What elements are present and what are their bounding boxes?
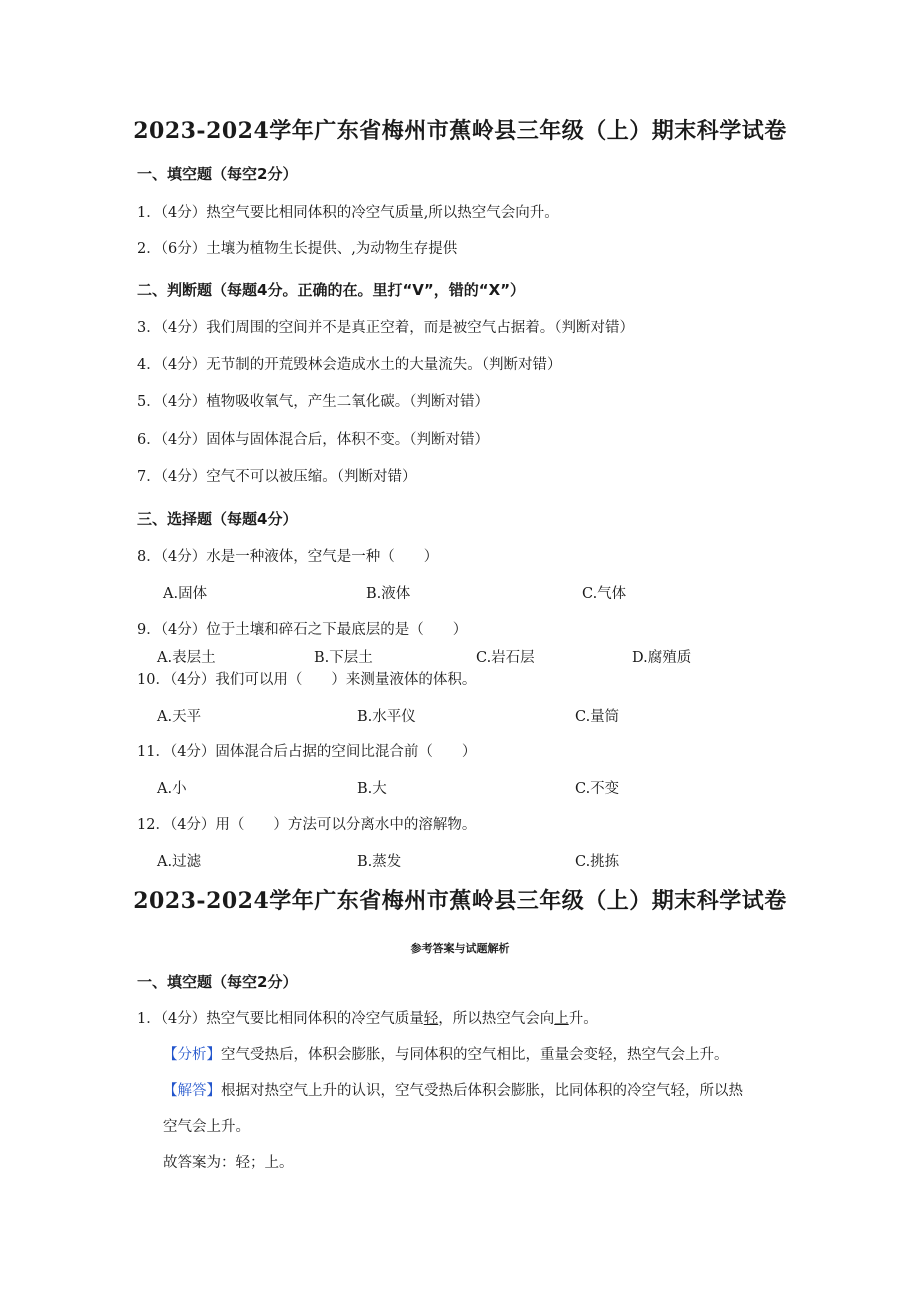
answer-q1-mid: ，所以热空气会向 [438,1011,555,1027]
q10-option-b: B.水平仪 [357,709,416,725]
answer-q1-blank-2: 上 [554,1011,569,1027]
analysis-text: 空气受热后，体积会膨胀，与同体积的空气相比，重量会变轻，热空气会上升。 [221,1047,729,1063]
question-6: 6．（4分）固体与固体混合后，体积不变。（判断对错） [137,432,489,448]
analysis-tag: 【分析】 [163,1047,221,1063]
question-9: 9．（4分）位于土壤和碎石之下最底层的是（ ） [137,622,468,638]
answer-key-subtitle: 参考答案与试题解析 [410,942,510,955]
question-7: 7．（4分）空气不可以被压缩。（判断对错） [137,469,417,485]
analysis-line [163,1043,729,1064]
final-answer: 故答案为：轻；上。 [163,1155,294,1171]
question-12: 12．（4分）用（ ）方法可以分离水中的溶解物。 [137,817,477,833]
solution-text: 根据对热空气上升的认识，空气受热后体积会膨胀，比同体积的冷空气轻，所以热 [221,1083,743,1099]
q8-option-a: A.固体 [163,586,208,602]
question-4: 4．（4分）无节制的开荒毁林会造成水土的大量流失。（判断对错） [137,357,562,373]
q11-option-c: C.不变 [575,781,620,797]
section-judge: 二、判断题（每题4分。正确的在。里打“V”，错的“X”） [137,281,526,299]
q9-option-a: A.表层土 [157,650,216,666]
question-11: 11．（4分）固体混合后占据的空间比混合前（ ） [137,744,477,760]
question-1: 1．（4分）热空气要比相同体积的冷空气质量,所以热空气会向升。 [137,205,559,221]
solution-tag: 【解答】 [163,1083,221,1099]
q8-option-c: C.气体 [582,586,627,602]
question-3: 3．（4分）我们周围的空间并不是真正空着，而是被空气占据着。（判断对错） [137,320,634,336]
q10-option-c: C.量筒 [575,709,620,725]
question-10: 10．（4分）我们可以用（ ）来测量液体的体积。 [137,672,477,688]
exam-title: 2023-2024学年广东省梅州市蕉岭县三年级（上）期末科学试卷 [133,118,787,144]
answer-q1-post: 升。 [568,1011,598,1027]
solution-line [163,1079,743,1100]
question-2: 2．（6分）土壤为植物生长提供、,为动物生存提供 [137,241,458,257]
answer-q1-blank-1: 轻 [423,1011,439,1027]
q9-option-d: D.腐殖质 [632,650,692,666]
q11-option-b: B.大 [357,781,387,797]
q11-option-a: A.小 [157,781,187,797]
answer-key-title: 2023-2024学年广东省梅州市蕉岭县三年级（上）期末科学试卷 [133,888,787,914]
section-fill-in: 一、填空题（每空2分） [137,165,298,183]
question-5: 5．（4分）植物吸收氧气，产生二氧化碳。（判断对错） [137,394,489,410]
answer-q1-pre: 1．（4分）热空气要比相同体积的冷空气质量 [137,1011,424,1027]
q10-option-a: A.天平 [157,709,202,725]
q12-option-b: B.蒸发 [357,854,402,870]
question-8: 8．（4分）水是一种液体，空气是一种（ ） [137,549,439,565]
q12-option-c: C.挑拣 [575,854,620,870]
q12-option-a: A.过滤 [157,854,202,870]
answer-question-1 [137,1007,598,1028]
q9-option-b: B.下层土 [314,650,373,666]
answer-section-fill-in: 一、填空题（每空2分） [137,973,298,991]
q8-option-b: B.液体 [366,586,411,602]
q9-option-c: C.岩石层 [476,650,535,666]
solution-continuation: 空气会上升。 [163,1119,250,1135]
section-choice: 三、选择题（每题4分） [137,510,298,528]
